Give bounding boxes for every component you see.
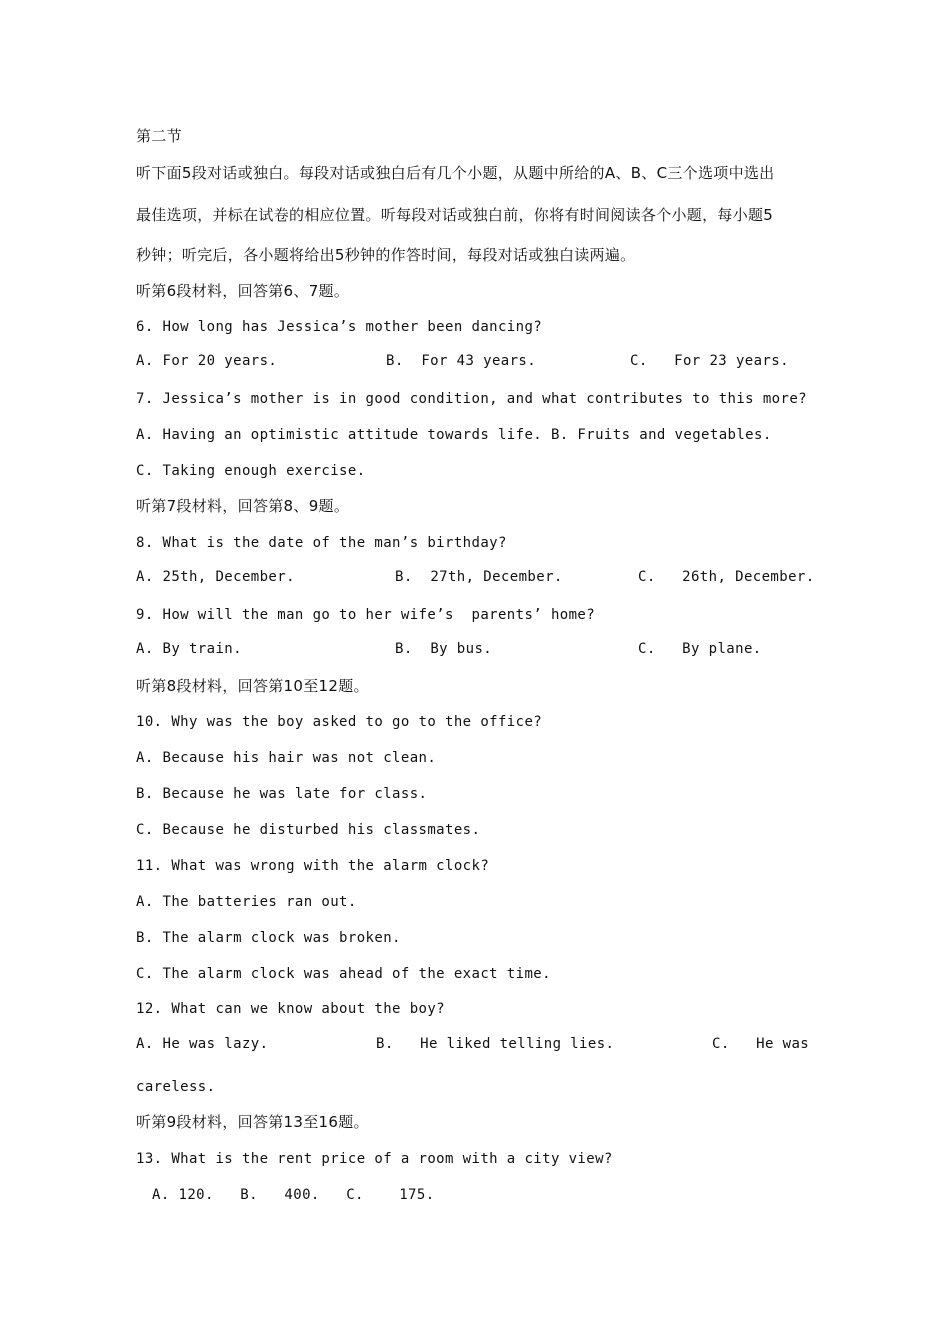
question-12-option-c-continued: careless. [136, 1079, 216, 1095]
question-11: 11. What was wrong with the alarm clock? [136, 858, 490, 874]
option-a: A. 25th, December. [136, 569, 295, 585]
question-7-option-c: C. Taking enough exercise. [136, 463, 366, 479]
instructions-line-3: 秒钟；听完后，各小题将给出5秒钟的作答时间，每段对话或独白读两遍。 [136, 246, 636, 264]
option-a: A. For 20 years. [136, 353, 278, 369]
question-9-options [136, 641, 816, 661]
question-9: 9. How will the man go to her wife’s parents’ home? [136, 607, 596, 623]
question-10-option-b: B. Because he was late for class. [136, 786, 428, 802]
question-6: 6. How long has Jessica’s mother been dancing? [136, 319, 543, 335]
option-a: A. By train. [136, 641, 242, 657]
question-11-option-c: C. The alarm clock was ahead of the exact time. [136, 966, 551, 982]
question-7-options-ab: A. Having an optimistic attitude towards life. B. Fruits and vegetables. [136, 427, 772, 443]
question-10-option-a: A. Because his hair was not clean. [136, 750, 437, 766]
question-10-option-c: C. Because he disturbed his classmates. [136, 822, 481, 838]
option-c: C. He was [712, 1036, 810, 1052]
option-b: B. 27th, December. [395, 569, 563, 585]
question-10: 10. Why was the boy asked to go to the office? [136, 714, 543, 730]
question-8: 8. What is the date of the man’s birthday? [136, 535, 507, 551]
question-13-options: A. 120. B. 400. C. 175. [152, 1187, 435, 1203]
question-13: 13. What is the rent price of a room with a city view? [136, 1151, 613, 1167]
option-b: B. He liked telling lies. [376, 1036, 615, 1052]
material-7-heading: 听第7段材料，回答第8、9题。 [136, 497, 350, 515]
question-11-option-b: B. The alarm clock was broken. [136, 930, 401, 946]
question-11-option-a: A. The batteries ran out. [136, 894, 357, 910]
question-7: 7. Jessica’s mother is in good condition, and what contributes to this more? [136, 391, 807, 407]
question-6-options [136, 353, 816, 373]
instructions-line-2: 最佳选项，并标在试卷的相应位置。听每段对话或独白前，你将有时间阅读各个小题，每小题5 [136, 206, 774, 224]
question-8-options [136, 569, 816, 589]
material-8-heading: 听第8段材料，回答第10至12题。 [136, 677, 369, 695]
section-title: 第二节 [136, 127, 182, 145]
option-b: B. For 43 years. [386, 353, 537, 369]
option-c: C. 26th, December. [638, 569, 815, 585]
option-a: A. He was lazy. [136, 1036, 269, 1052]
option-c: C. For 23 years. [630, 353, 789, 369]
option-b: B. By bus. [395, 641, 493, 657]
material-9-heading: 听第9段材料，回答第13至16题。 [136, 1113, 369, 1131]
question-12: 12. What can we know about the boy? [136, 1001, 446, 1017]
material-6-heading: 听第6段材料，回答第6、7题。 [136, 282, 350, 300]
question-12-options [136, 1036, 816, 1056]
instructions-line-1: 听下面5段对话或独白。每段对话或独白后有几个小题，从题中所给的A、B、C三个选项中选出 [136, 164, 775, 182]
option-c: C. By plane. [638, 641, 762, 657]
